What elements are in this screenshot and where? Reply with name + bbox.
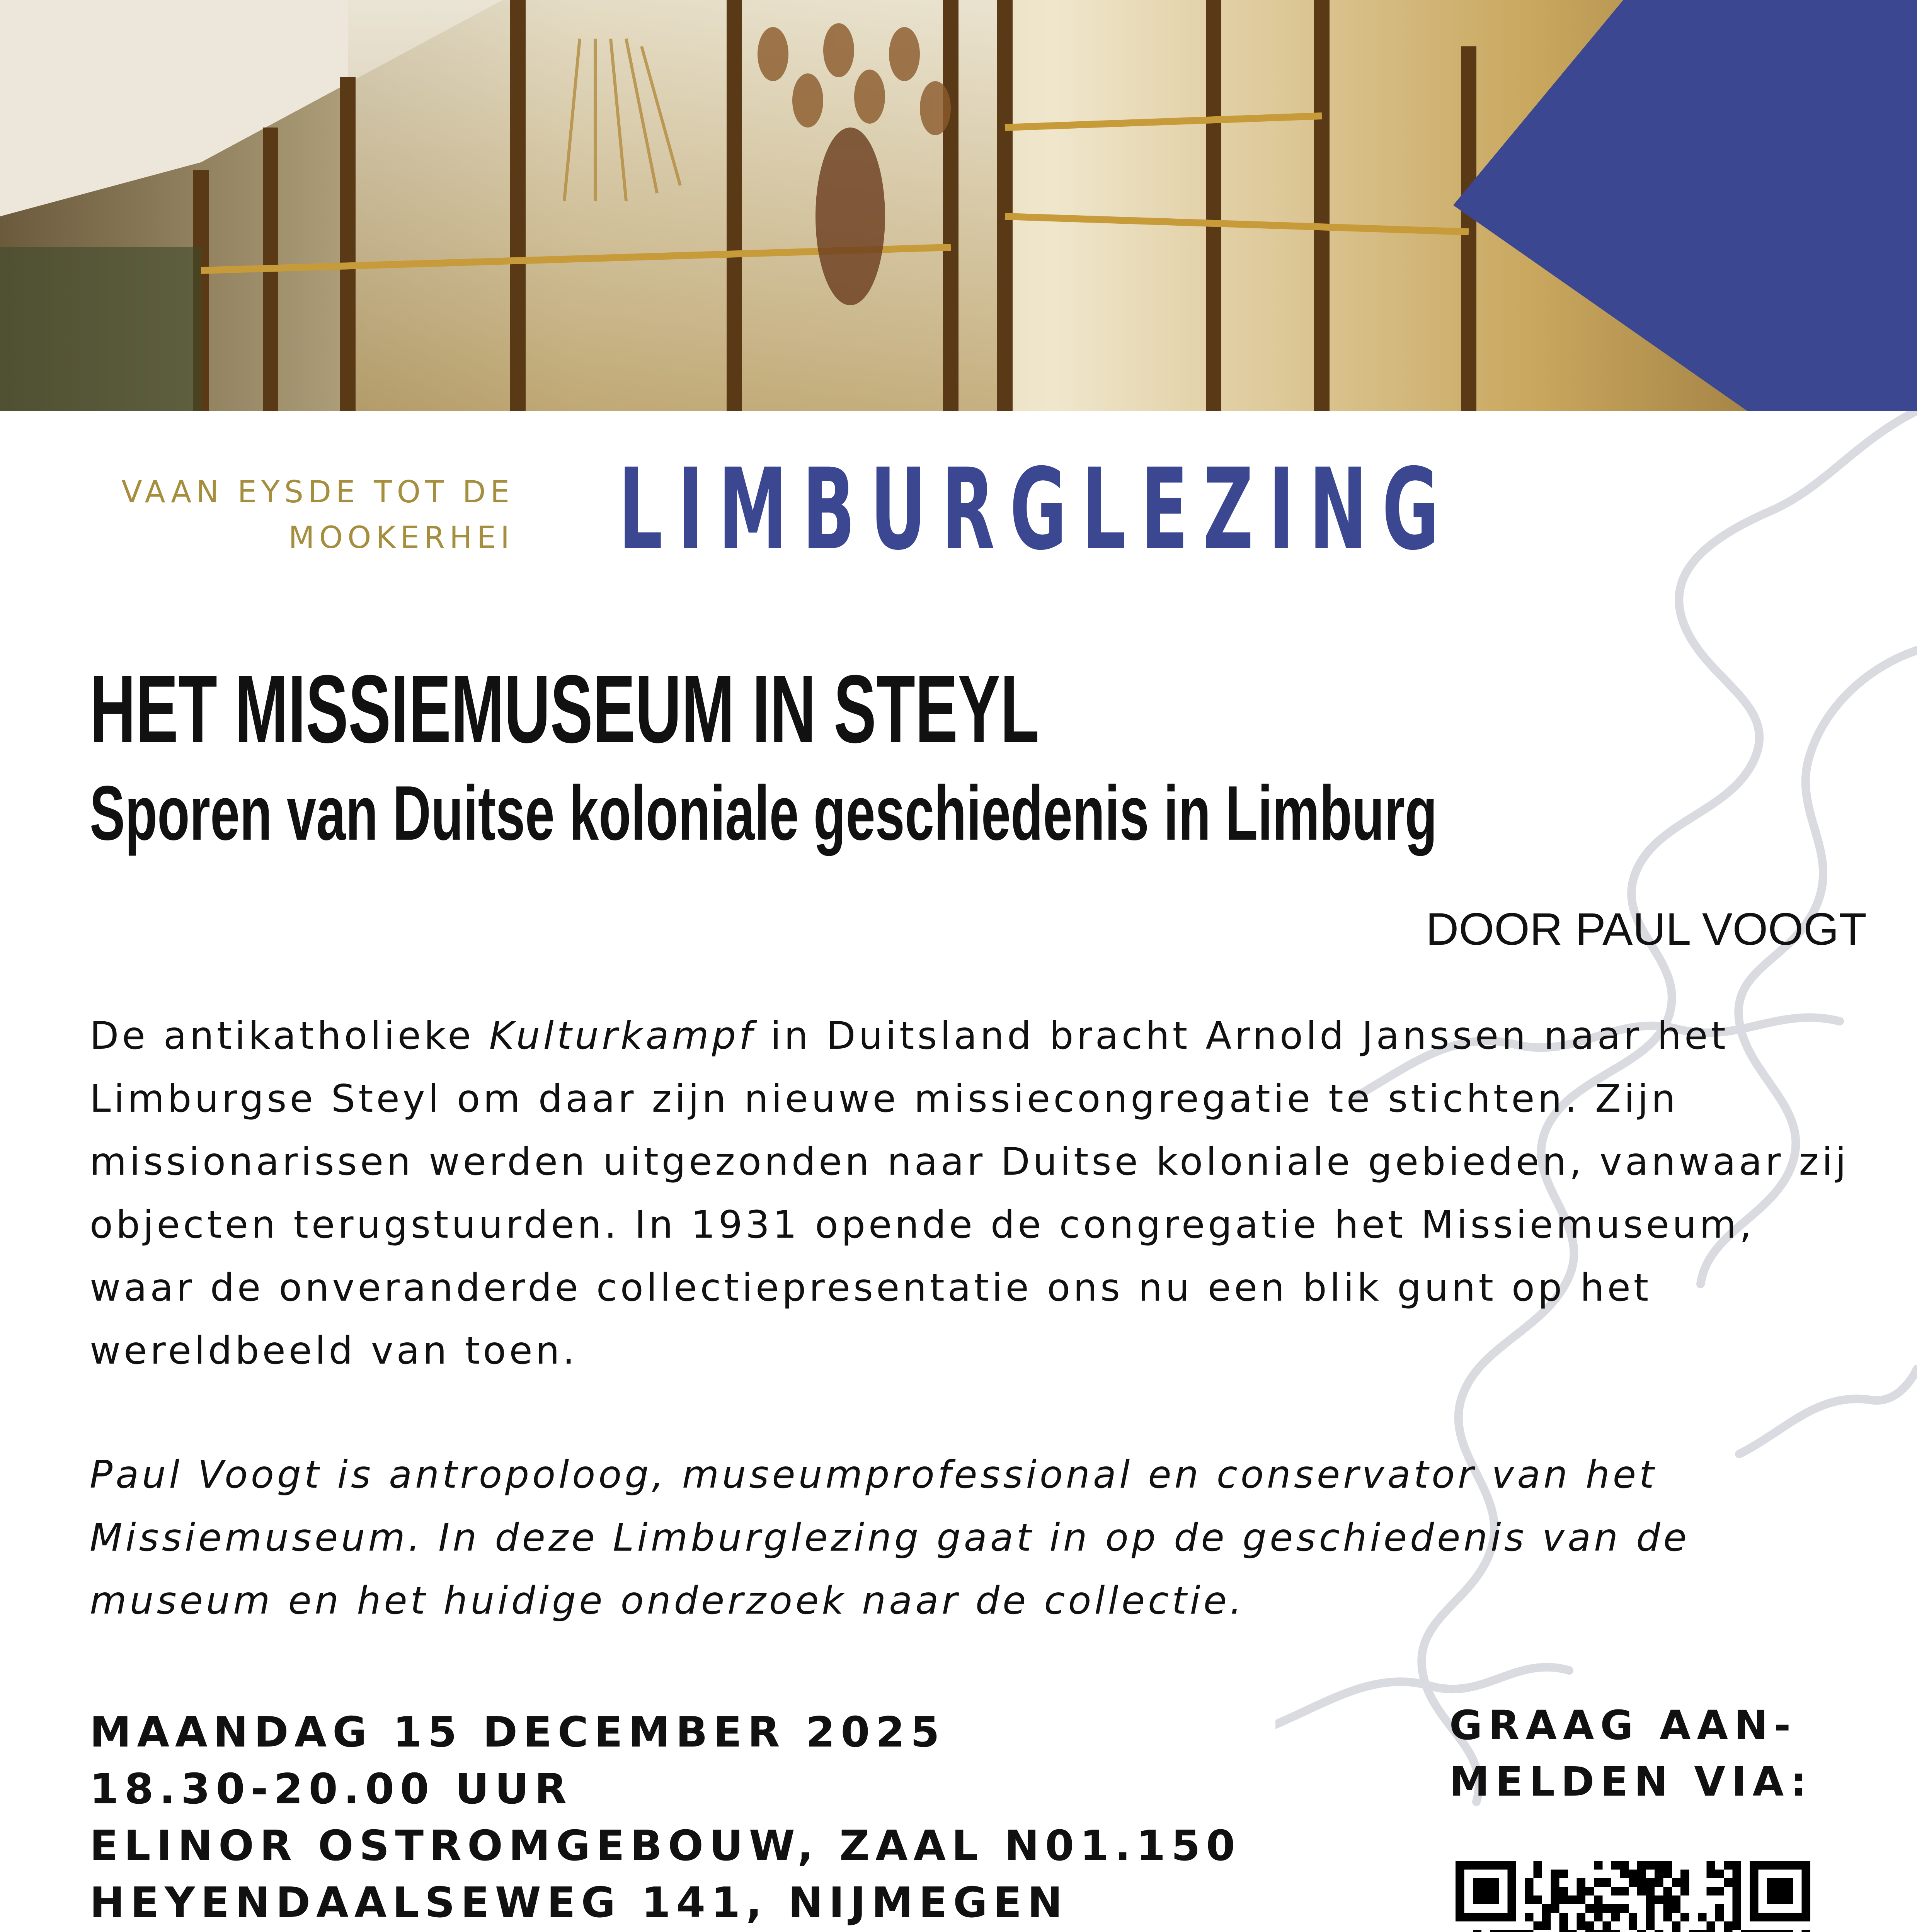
intro-paragraph: [90, 1005, 1868, 1383]
intro-text-start: De antikatholieke: [90, 1014, 489, 1058]
intro-text-end: in Duitsland bracht Arnold Janssen naar het Limburgse Steyl om daar zijn nieuwe missiecongregatie te stichten. Zijn missionarissen werden uitgezonden naar Duitse koloniale gebieden, vanwaar zij objecten terugstuurden. In 1931 opende de congregatie het Missiemuseum, waar de onveranderde collectiepresentatie ons nu een blik gunt op het wereldbeeld van toen.: [90, 1014, 1849, 1373]
qr-code-icon[interactable]: [1456, 1861, 1810, 1932]
event-date: MAANDAG 15 DECEMBER 2025: [90, 1708, 945, 1757]
speaker-bio-paragraph: Paul Voogt is antropoloog, museumprofessional en conservator van het Missiemuseum. In deze Limburglezing gaat in op de geschiedenis van de museum en het huidige onderzoek naar de collectie.: [90, 1453, 1690, 1623]
intro-emphasis: Kulturkampf: [489, 1014, 756, 1058]
event-address: HEYENDAALSEWEG 141, NIJMEGEN: [90, 1879, 1068, 1927]
registration-label: [1449, 1697, 1813, 1810]
event-time: 18.30-20.00 UUR: [90, 1765, 573, 1813]
lecture-title: HET MISSIEMUSEUM IN STEYL: [90, 655, 1039, 763]
registration-label-line-1: GRAAG AAN-: [1449, 1702, 1797, 1749]
series-kicker: [77, 469, 514, 561]
event-details: [90, 1704, 1241, 1931]
lecture-subtitle: Sporen van Duitse koloniale geschiedenis in Limburg: [90, 770, 1437, 856]
registration-label-line-2: MELDEN VIA:: [1449, 1758, 1813, 1805]
series-title: LIMBURGLEZING: [618, 445, 1454, 575]
speaker-credit: DOOR PAUL VOOGT: [1426, 904, 1867, 955]
blue-triangle-decoration: [1453, 0, 1917, 411]
kicker-text: VAAN EYSDE TOT DE MOOKERHEI: [121, 475, 514, 555]
event-venue: ELINOR OSTROMGEBOUW, ZAAL N01.150: [90, 1822, 1241, 1870]
